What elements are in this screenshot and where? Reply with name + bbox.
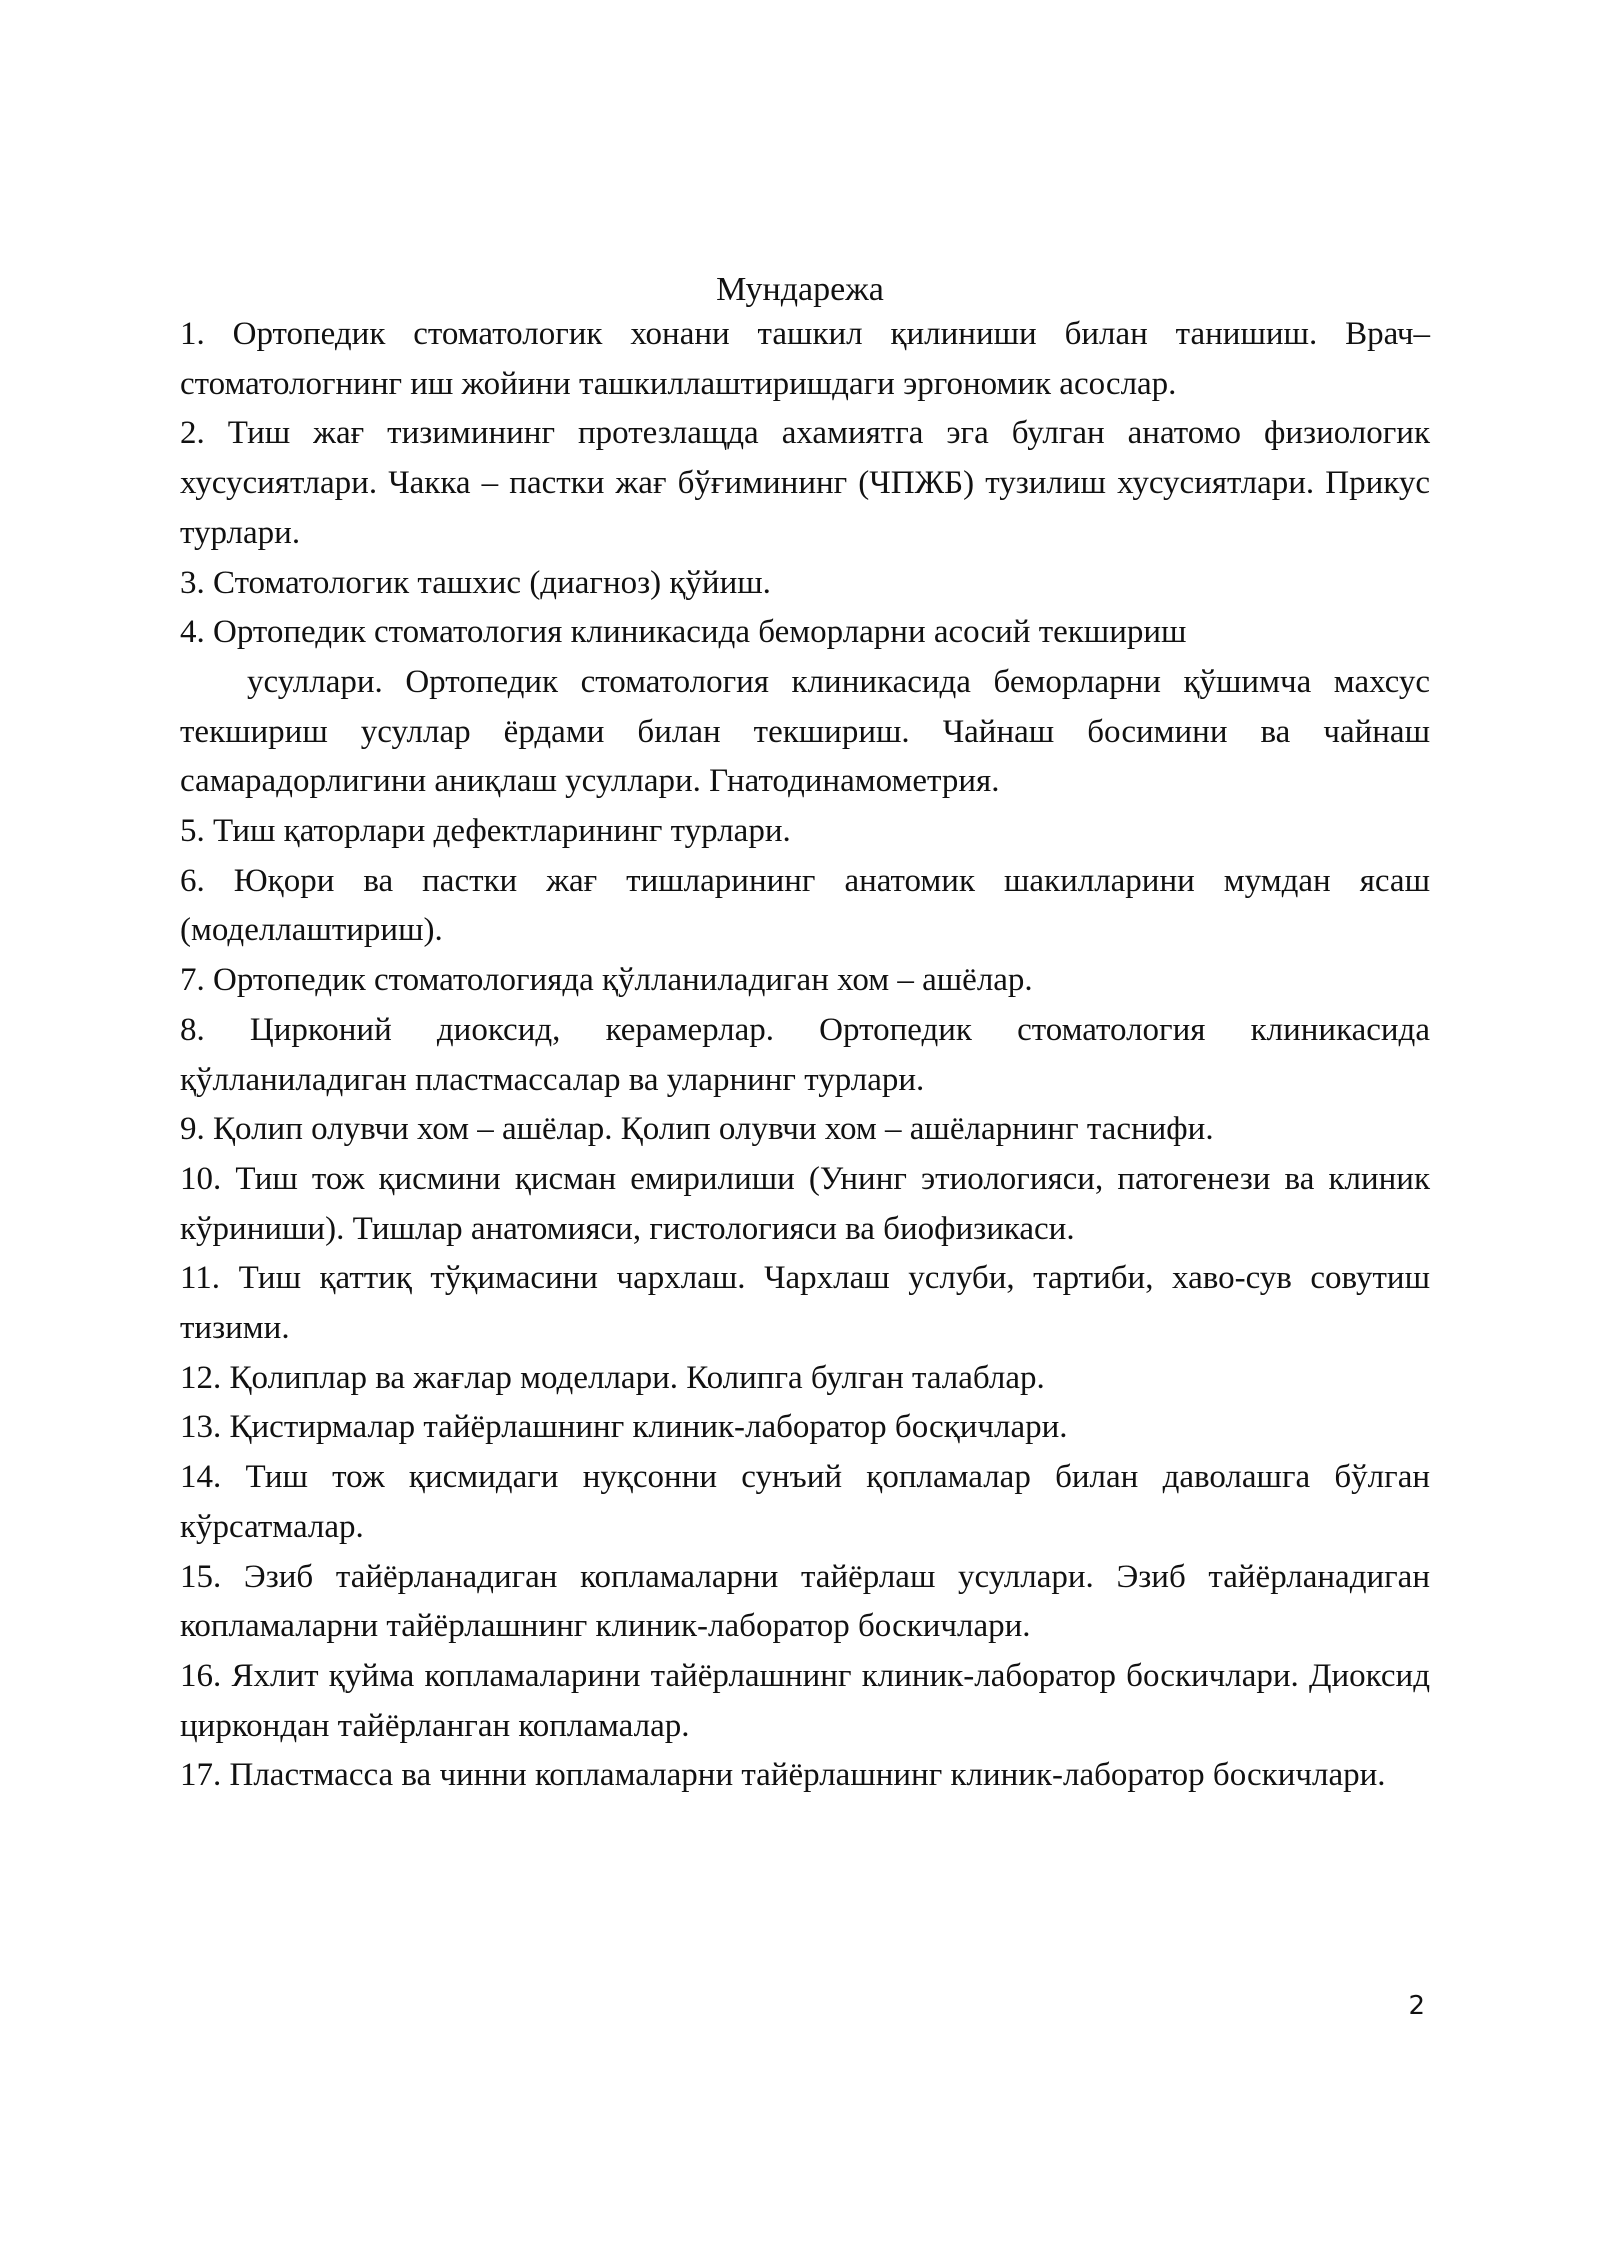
page-title: Мундарежа	[716, 271, 884, 308]
table-of-contents	[180, 310, 1430, 1801]
toc-entry-1: 1. Ортопедик стоматологик хонани ташкил қилиниши билан танишиш. Врач–стоматологнинг иш жойини ташкиллаштиришдаги эргономик асослар.	[180, 316, 1430, 402]
toc-entry-8: 8. Цирконий диоксид, керамерлар. Ортопедик стоматология клиникасида қўлланиладиган пластмассалар ва уларнинг турлари.	[180, 1011, 1430, 1098]
toc-entry-16: 16. Яхлит қуйма копламаларини тайёрлашнинг клиник-лаборатор боскичлари. Диоксид циркондан тайёрланган копламалар.	[180, 1657, 1430, 1744]
toc-entry-7: 7. Ортопедик стоматологияда қўлланиладиган хом – ашёлар.	[180, 962, 1033, 999]
toc-entry-11: 11. Тиш қаттиқ тўқимасини чархлаш. Чархлаш услуби, тартиби, хаво-сув совутиш тизими.	[180, 1260, 1430, 1347]
toc-entry-5: 5. Тиш қаторлари дефектларининг турлари.	[180, 813, 791, 850]
toc-entry-15: 15. Эзиб тайёрланадиган копламаларни тайёрлаш усуллари. Эзиб тайёрланадиган копламаларни тайёрлашнинг клиник-лаборатор боскичлари.	[180, 1558, 1430, 1645]
toc-entry-3: 3. Стоматологик ташхис (диагноз) қўйиш.	[180, 564, 771, 601]
toc-entry-14: 14. Тиш тож қисмидаги нуқсонни сунъий қопламалар билан даволашга бўлган кўрсатмалар.	[180, 1459, 1430, 1545]
toc-entry-13: 13. Қистирмалар тайёрлашнинг клиник-лаборатор босқичлари.	[180, 1409, 1068, 1446]
toc-entry-9: 9. Қолип олувчи хом – ашёлар. Қолип олувчи хом – ашёларнинг таснифи.	[180, 1111, 1214, 1148]
page-number: 2	[1408, 1991, 1425, 2021]
toc-entry-4-continuation: усуллари. Ортопедик стоматология клиникасида беморларни қўшимча махсус текшириш усуллар ёрдами билан текшириш. Чайнаш босимини ва чайнаш самарадорлигини аниқлаш усуллари. Гнатодинамометрия.	[180, 663, 1430, 800]
toc-entry-6: 6. Юқори ва пастки жағ тишларининг анатомик шакилларини мумдан ясаш (моделлаштириш).	[180, 862, 1430, 949]
toc-entry-2: 2. Тиш жағ тизимининг протезлащда ахамиятга эга булган анатомо физиологик хусусиятлари. Чакка – пастки жағ бўғимининг (ЧПЖБ) тузилиш хусусиятлари. Прикус турлари.	[180, 415, 1430, 551]
toc-entry-12: 12. Қолиплар ва жағлар моделлари. Колипга булган талаблар.	[180, 1359, 1045, 1396]
toc-entry-10: 10. Тиш тож қисмини қисман емирилиши (Унинг этиологияси, патогенези ва клиник кўриниши). Тишлар анатомияси, гистологияси ва биофизикаси.	[180, 1160, 1430, 1247]
toc-entry-4-first-line: 4. Ортопедик стоматология клиникасида беморларни асосий текшириш	[180, 614, 1187, 651]
toc-entry-17: 17. Пластмасса ва чинни копламаларни тайёрлашнинг клиник-лаборатор боскичлари.	[180, 1757, 1386, 1794]
